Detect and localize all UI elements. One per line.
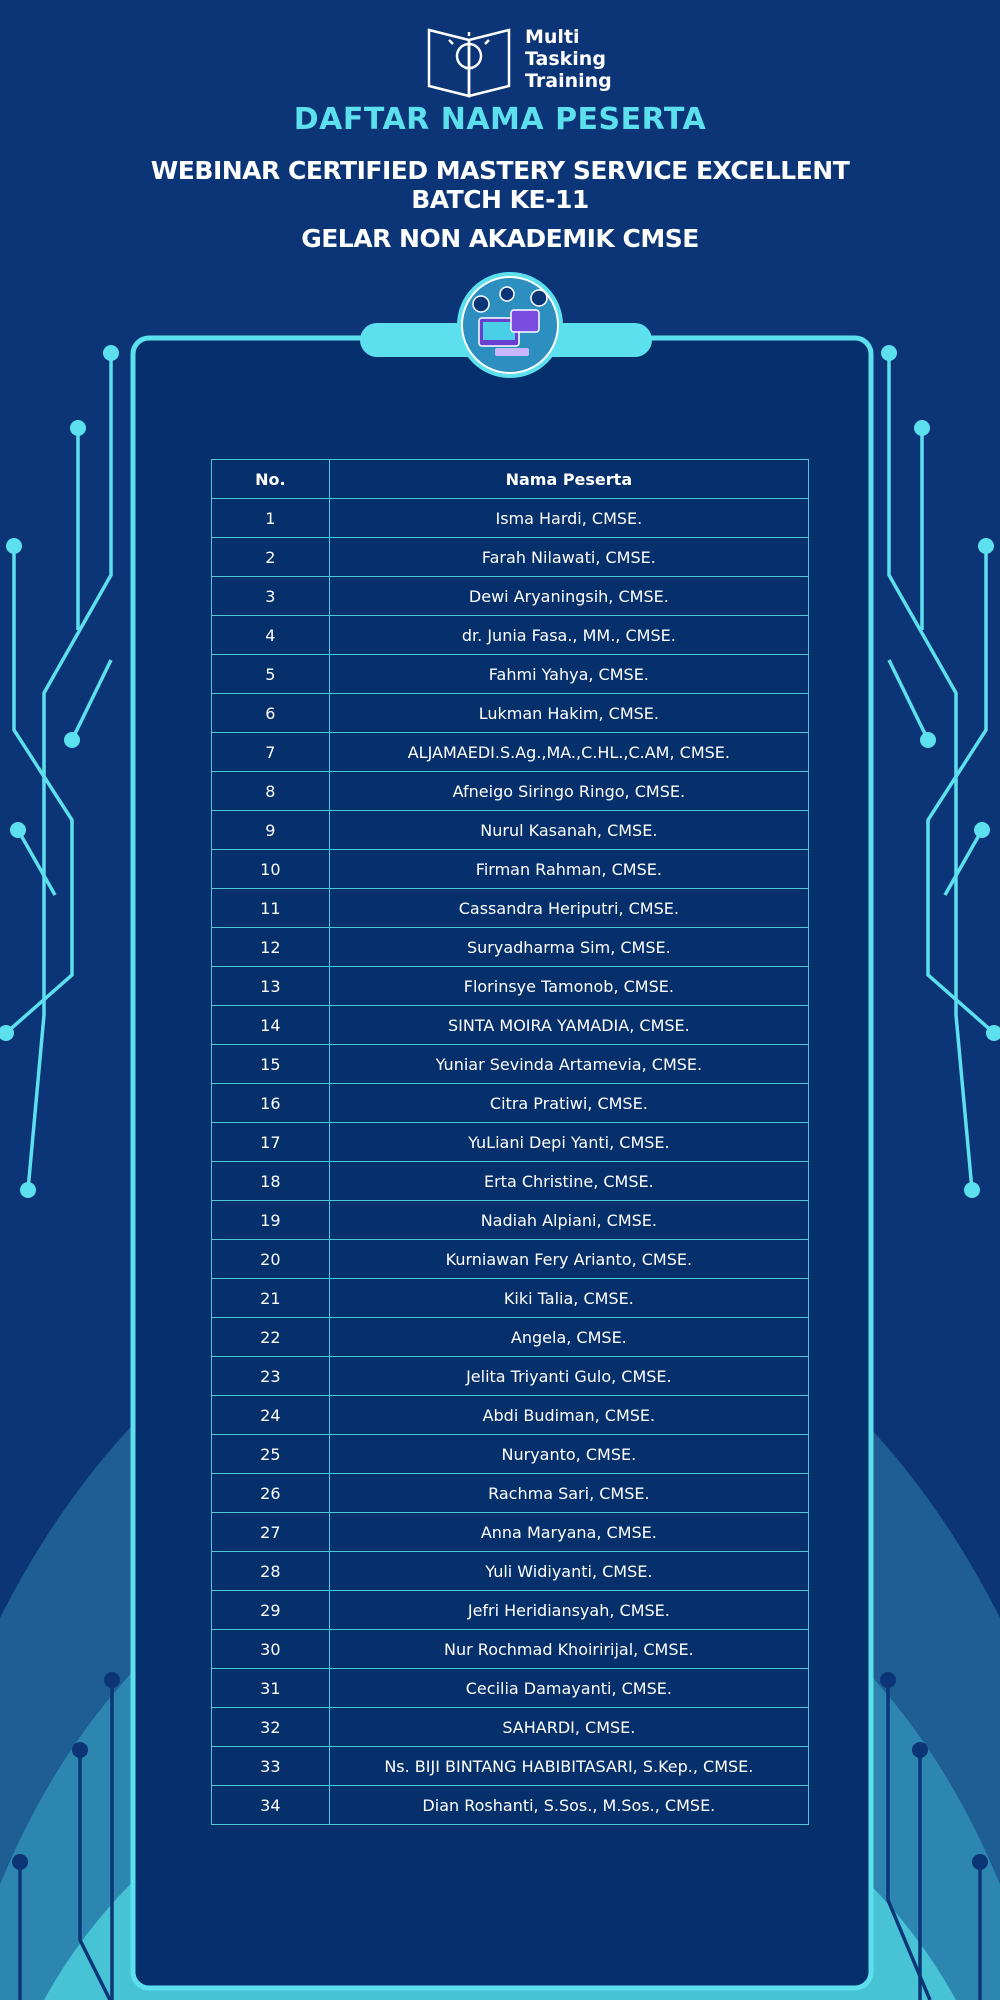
participant-name: Nuryanto, CMSE. <box>329 1435 808 1474</box>
row-number: 15 <box>212 1045 330 1084</box>
column-header-no: No. <box>212 460 330 499</box>
participant-name: Cassandra Heriputri, CMSE. <box>329 889 808 928</box>
table-row <box>212 850 809 889</box>
participant-name: Citra Pratiwi, CMSE. <box>329 1084 808 1123</box>
event-title <box>120 156 880 214</box>
row-number: 29 <box>212 1591 330 1630</box>
row-number: 17 <box>212 1123 330 1162</box>
participant-name: Jefri Heridiansyah, CMSE. <box>329 1591 808 1630</box>
participant-table-grid <box>211 459 809 1825</box>
table-row <box>212 1123 809 1162</box>
table-row <box>212 1552 809 1591</box>
participant-name: Abdi Budiman, CMSE. <box>329 1396 808 1435</box>
participant-name: Kiki Talia, CMSE. <box>329 1279 808 1318</box>
row-number: 18 <box>212 1162 330 1201</box>
row-number: 32 <box>212 1708 330 1747</box>
degree-title: GELAR NON AKADEMIK CMSE <box>301 224 699 253</box>
row-number: 10 <box>212 850 330 889</box>
table-row <box>212 1474 809 1513</box>
row-number: 28 <box>212 1552 330 1591</box>
table-header-row <box>212 460 809 499</box>
row-number: 2 <box>212 538 330 577</box>
participant-name: Ns. BIJI BINTANG HABIBITASARI, S.Kep., CMSE. <box>329 1747 808 1786</box>
participant-name: Cecilia Damayanti, CMSE. <box>329 1669 808 1708</box>
table-row <box>212 1162 809 1201</box>
circuit-right-nodes <box>881 345 1000 1198</box>
table-row <box>212 1396 809 1435</box>
table-row <box>212 1630 809 1669</box>
row-number: 27 <box>212 1513 330 1552</box>
participant-name: Yuniar Sevinda Artamevia, CMSE. <box>329 1045 808 1084</box>
table-row <box>212 616 809 655</box>
participant-name: ALJAMAEDI.S.Ag.,MA.,C.HL.,C.AM, CMSE. <box>329 733 808 772</box>
participant-name: Fahmi Yahya, CMSE. <box>329 655 808 694</box>
participant-name: Yuli Widiyanti, CMSE. <box>329 1552 808 1591</box>
row-number: 30 <box>212 1630 330 1669</box>
table-row <box>212 1084 809 1123</box>
table-row <box>212 1747 809 1786</box>
participant-name: Angela, CMSE. <box>329 1318 808 1357</box>
column-header-name: Nama Peserta <box>329 460 808 499</box>
row-number: 26 <box>212 1474 330 1513</box>
table-row <box>212 1240 809 1279</box>
row-number: 11 <box>212 889 330 928</box>
row-number: 3 <box>212 577 330 616</box>
table-row <box>212 655 809 694</box>
logo-text <box>525 26 612 92</box>
table-row <box>212 733 809 772</box>
participant-name: Afneigo Siringo Ringo, CMSE. <box>329 772 808 811</box>
event-title-line-2: BATCH KE-11 <box>411 185 589 214</box>
table-row <box>212 1279 809 1318</box>
table-row <box>212 694 809 733</box>
logo-line-3: Training <box>525 70 612 92</box>
circuit-left <box>6 353 111 1190</box>
page-title: DAFTAR NAMA PESERTA <box>293 102 707 137</box>
row-number: 34 <box>212 1786 330 1825</box>
row-number: 22 <box>212 1318 330 1357</box>
participant-name: Nadiah Alpiani, CMSE. <box>329 1201 808 1240</box>
table-row <box>212 1435 809 1474</box>
row-number: 8 <box>212 772 330 811</box>
table-row <box>212 1318 809 1357</box>
row-number: 23 <box>212 1357 330 1396</box>
row-number: 16 <box>212 1084 330 1123</box>
table-body <box>212 499 809 1825</box>
participant-name: Rachma Sari, CMSE. <box>329 1474 808 1513</box>
table-row <box>212 967 809 1006</box>
row-number: 14 <box>212 1006 330 1045</box>
participant-name: Florinsye Tamonob, CMSE. <box>329 967 808 1006</box>
table-row <box>212 928 809 967</box>
row-number: 7 <box>212 733 330 772</box>
table-row <box>212 1006 809 1045</box>
row-number: 13 <box>212 967 330 1006</box>
row-number: 20 <box>212 1240 330 1279</box>
participant-name: Suryadharma Sim, CMSE. <box>329 928 808 967</box>
participant-name: Lukman Hakim, CMSE. <box>329 694 808 733</box>
circuit-right <box>889 353 994 1190</box>
logo-line-1: Multi <box>525 26 580 48</box>
participant-name: Nurul Kasanah, CMSE. <box>329 811 808 850</box>
participant-name: Farah Nilawati, CMSE. <box>329 538 808 577</box>
participant-name: Dewi Aryaningsih, CMSE. <box>329 577 808 616</box>
table-row <box>212 1786 809 1825</box>
computer-illustration-icon <box>455 270 565 380</box>
row-number: 24 <box>212 1396 330 1435</box>
row-number: 19 <box>212 1201 330 1240</box>
row-number: 1 <box>212 499 330 538</box>
table-row <box>212 889 809 928</box>
table-row <box>212 772 809 811</box>
participant-name: Isma Hardi, CMSE. <box>329 499 808 538</box>
row-number: 25 <box>212 1435 330 1474</box>
logo-line-2: Tasking <box>525 48 606 70</box>
participant-table <box>211 459 809 1825</box>
row-number: 9 <box>212 811 330 850</box>
participant-name: Anna Maryana, CMSE. <box>329 1513 808 1552</box>
row-number: 6 <box>212 694 330 733</box>
table-row <box>212 1591 809 1630</box>
row-number: 5 <box>212 655 330 694</box>
participant-name: Kurniawan Fery Arianto, CMSE. <box>329 1240 808 1279</box>
table-row <box>212 1357 809 1396</box>
participant-name: Jelita Triyanti Gulo, CMSE. <box>329 1357 808 1396</box>
participant-name: YuLiani Depi Yanti, CMSE. <box>329 1123 808 1162</box>
row-number: 21 <box>212 1279 330 1318</box>
row-number: 12 <box>212 928 330 967</box>
table-row <box>212 1201 809 1240</box>
table-row <box>212 811 809 850</box>
participant-name: SAHARDI, CMSE. <box>329 1708 808 1747</box>
table-row <box>212 499 809 538</box>
table-row <box>212 1045 809 1084</box>
table-row <box>212 1708 809 1747</box>
row-number: 4 <box>212 616 330 655</box>
circuit-left-nodes <box>0 345 119 1198</box>
table-row <box>212 1669 809 1708</box>
table-row <box>212 538 809 577</box>
table-row <box>212 1513 809 1552</box>
participant-name: Firman Rahman, CMSE. <box>329 850 808 889</box>
participant-name: Dian Roshanti, S.Sos., M.Sos., CMSE. <box>329 1786 808 1825</box>
table-row <box>212 577 809 616</box>
row-number: 31 <box>212 1669 330 1708</box>
participant-name: Erta Christine, CMSE. <box>329 1162 808 1201</box>
participant-name: dr. Junia Fasa., MM., CMSE. <box>329 616 808 655</box>
row-number: 33 <box>212 1747 330 1786</box>
participant-name: Nur Rochmad Khoiririjal, CMSE. <box>329 1630 808 1669</box>
participant-name: SINTA MOIRA YAMADIA, CMSE. <box>329 1006 808 1045</box>
event-title-line-1: WEBINAR CERTIFIED MASTERY SERVICE EXCELLENT <box>150 156 850 185</box>
